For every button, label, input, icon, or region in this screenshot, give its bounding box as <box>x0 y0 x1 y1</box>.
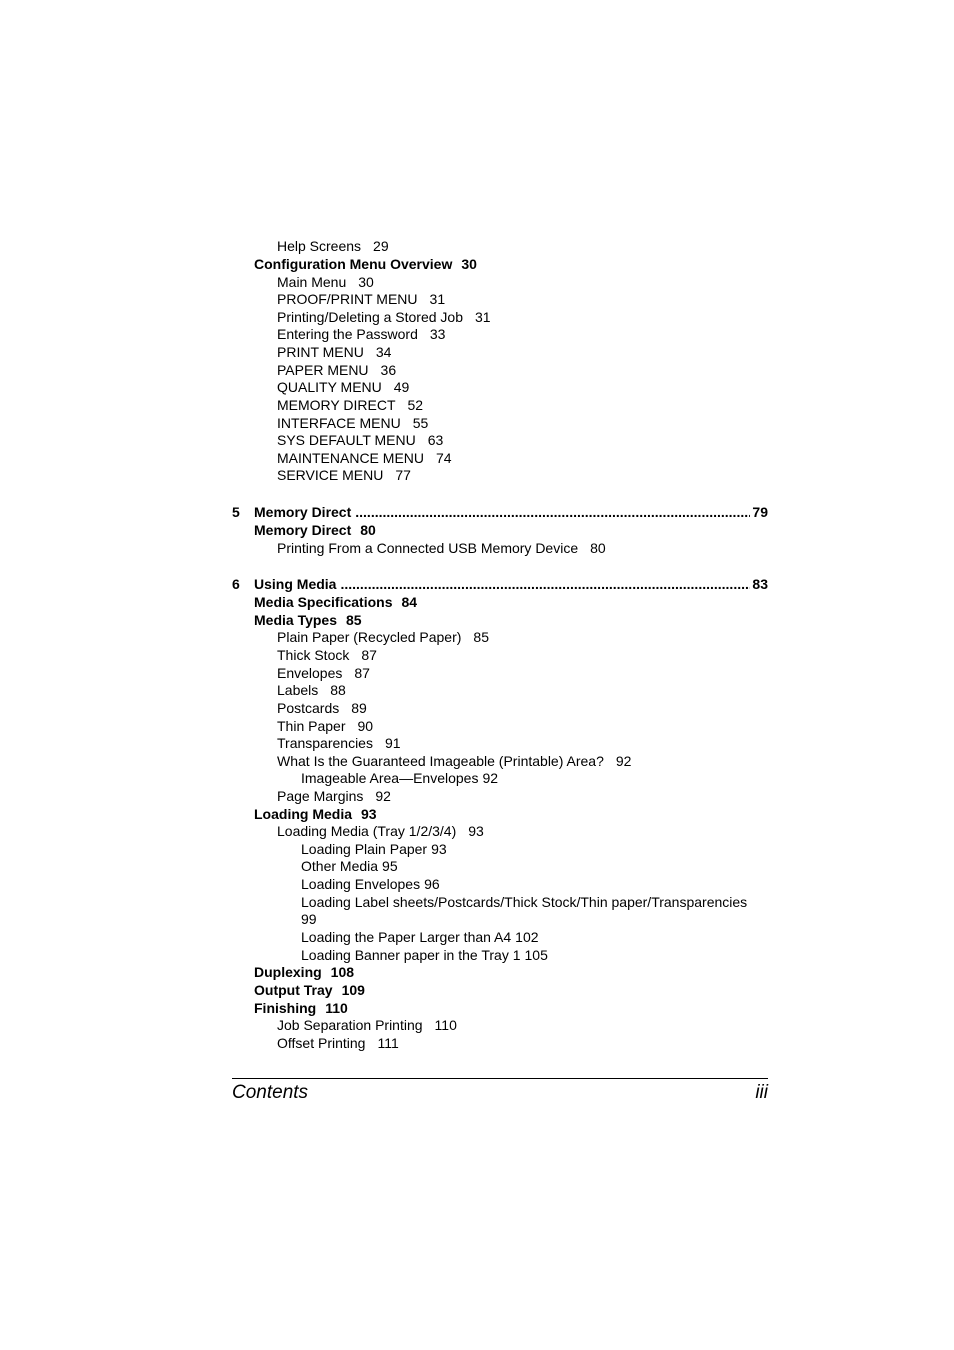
toc-subentry: Imageable Area—Envelopes 92 <box>301 770 499 786</box>
toc-entry: PROOF/PRINT MENU 31 <box>277 291 446 307</box>
toc-section: Media Specifications 84 <box>254 594 418 610</box>
toc-entry: What Is the Guaranteed Imageable (Printable) Area? 92 <box>277 753 632 769</box>
toc-entry: PRINT MENU 34 <box>277 344 392 360</box>
chapter-title: Using Media <box>254 576 337 592</box>
toc-entry: Job Separation Printing 110 <box>277 1017 457 1033</box>
toc-section: Media Types 85 <box>254 612 362 628</box>
toc-entry: Thin Paper 90 <box>277 718 374 734</box>
toc-subentry-page: 99 <box>301 911 317 927</box>
chapter-heading <box>232 576 768 593</box>
toc-subentry: Loading the Paper Larger than A4 102 <box>301 929 539 945</box>
toc-section: Finishing 110 <box>254 1000 348 1016</box>
toc-entry: Help Screens 29 <box>277 238 389 254</box>
chapter-page: 79 <box>752 504 768 520</box>
chapter-number: 5 <box>232 504 240 520</box>
chapter-title: Memory Direct <box>254 504 352 520</box>
toc-entry: Postcards 89 <box>277 700 367 716</box>
toc-entry: Offset Printing 111 <box>277 1035 399 1051</box>
toc-entry: Page Margins 92 <box>277 788 391 804</box>
toc-entry: Labels 88 <box>277 682 346 698</box>
chapter-page: 83 <box>752 576 768 592</box>
footer-rule <box>232 1078 768 1079</box>
toc-section: Output Tray 109 <box>254 982 365 998</box>
toc-subentry: Other Media 95 <box>301 858 398 874</box>
toc-entry: Plain Paper (Recycled Paper) 85 <box>277 629 489 645</box>
toc-entry: PAPER MENU 36 <box>277 362 397 378</box>
toc-subentry: Loading Plain Paper 93 <box>301 841 447 857</box>
toc-entry: MAINTENANCE MENU 74 <box>277 450 452 466</box>
footer-title: Contents <box>232 1082 309 1103</box>
toc-entry: Loading Media (Tray 1/2/3/4) 93 <box>277 823 484 839</box>
toc-section: Configuration Menu Overview 30 <box>254 256 477 272</box>
dot-leader <box>340 576 750 593</box>
toc-entry: SERVICE MENU 77 <box>277 467 411 483</box>
toc-subentry: Loading Label sheets/Postcards/Thick Stock/Thin paper/Transparencies <box>301 894 748 910</box>
toc-entry: Entering the Password 33 <box>277 326 446 342</box>
toc-entry: Transparencies 91 <box>277 735 401 751</box>
toc-subentry: Loading Envelopes 96 <box>301 876 440 892</box>
toc-entry: MEMORY DIRECT 52 <box>277 397 424 413</box>
toc-section: Memory Direct 80 <box>254 522 376 538</box>
toc-entry: Printing From a Connected USB Memory Device 80 <box>277 540 606 556</box>
toc-entry: INTERFACE MENU 55 <box>277 415 429 431</box>
toc-entry: Main Menu 30 <box>277 274 374 290</box>
toc-subentry: Loading Banner paper in the Tray 1 105 <box>301 947 548 963</box>
toc-entry: SYS DEFAULT MENU 63 <box>277 432 444 448</box>
toc-entry: Thick Stock 87 <box>277 647 377 663</box>
toc-section: Loading Media 93 <box>254 806 377 822</box>
toc-entry: QUALITY MENU 49 <box>277 379 410 395</box>
toc-section: Duplexing 108 <box>254 964 355 980</box>
dot-leader <box>355 504 750 521</box>
footer-page-number: iii <box>755 1082 768 1103</box>
chapter-heading <box>232 504 768 521</box>
toc-entry: Envelopes 87 <box>277 665 370 681</box>
toc-entry: Printing/Deleting a Stored Job 31 <box>277 309 491 325</box>
chapter-number: 6 <box>232 576 240 592</box>
